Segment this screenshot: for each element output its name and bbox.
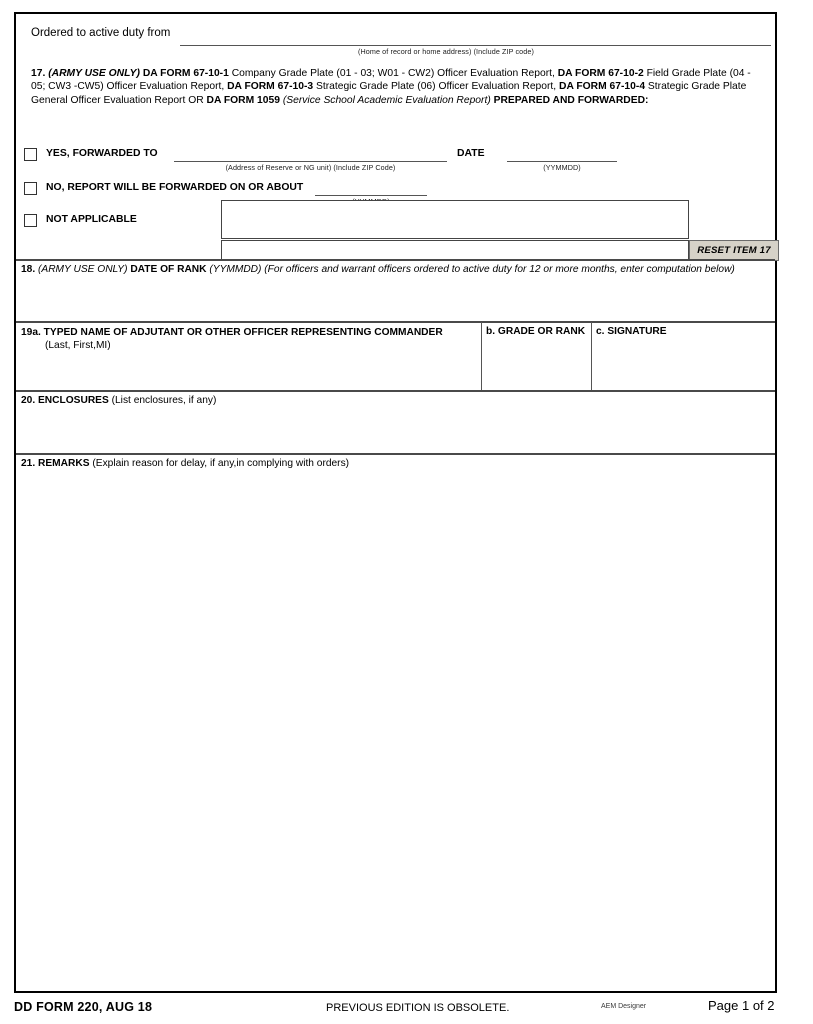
item-19b-header: [486, 326, 585, 337]
item-21-title: REMARKS: [38, 458, 90, 469]
footer-previous-edition: PREVIOUS EDITION IS OBSOLETE.: [326, 1002, 510, 1014]
item-17-segment-2: Company Grade Plate (01 - 03; W01 - CW2) Officer Evaluation Report,: [228, 68, 558, 79]
item-17-segment-11: PREPARED AND FORWARDED:: [490, 94, 649, 106]
item-18-header: [21, 264, 735, 275]
item-20-title: ENCLOSURES: [38, 395, 109, 406]
item-19a-title: TYPED NAME OF ADJUTANT OR OTHER OFFICER REPRESENTING COMMANDER: [43, 327, 443, 338]
divider-item-19: [16, 321, 775, 323]
divider-item-20: [16, 390, 775, 392]
checkbox-not-applicable[interactable]: [24, 214, 37, 227]
footer-designer-credit: AEM Designer: [601, 1003, 647, 1010]
form-container: [14, 12, 777, 993]
label-yes-forwarded-to: YES, FORWARDED TO: [46, 148, 158, 159]
item-18-title: DATE OF RANK: [130, 264, 207, 275]
item-21-number: 21.: [21, 458, 36, 469]
item-18-input[interactable]: [21, 280, 771, 320]
item-19-divider-b: [481, 322, 482, 390]
item-17-segment-5: DA FORM 67-10-3: [227, 81, 314, 93]
label-no-report-forwarded: NO, REPORT WILL BE FORWARDED ON OR ABOUT: [46, 182, 304, 193]
item-17-textbox-lower[interactable]: [221, 240, 689, 261]
item-17-number: 17.: [31, 68, 46, 79]
item-17-instruction: [31, 67, 764, 107]
item-20-hint: (List enclosures, if any): [111, 395, 217, 406]
item-19c-header: [596, 326, 667, 337]
item-18-number: 18.: [21, 264, 36, 275]
item-17-segment-8: Strategic Grade Plate General Officer Evaluation Report OR: [31, 81, 747, 106]
ordered-to-active-duty-input[interactable]: [180, 45, 771, 46]
item-18-format-hint: (YYMMDD): [209, 264, 262, 275]
item-20-header: [21, 395, 216, 406]
item-21-input[interactable]: [21, 476, 771, 988]
item-19c-number: c.: [596, 326, 605, 337]
item-17-segment-9: DA FORM 1059: [206, 94, 280, 106]
item-19a-input[interactable]: [21, 358, 476, 388]
ordered-to-active-duty-label: Ordered to active duty from: [31, 27, 171, 39]
item-17-segment-6: Strategic Grade Plate (06) Officer Evaluation Report,: [313, 81, 560, 93]
item-17-segment-4: Field Grade Plate (04 - 05; CW3 -CW5) Officer Evaluation Report,: [31, 68, 751, 93]
label-date-yes-forwarded: DATE: [457, 148, 485, 159]
caption-date-yes-forwarded: (YYMMDD): [543, 163, 581, 172]
ordered-to-active-duty-caption: (Home of record or home address) (Include ZIP code): [358, 47, 534, 56]
item-17-army-use-only: (ARMY USE ONLY): [48, 68, 140, 79]
form-footer: [0, 996, 813, 1024]
item-19a-number: 19a.: [21, 327, 41, 338]
item-17-segment-1: DA FORM 67-10-1: [142, 68, 229, 79]
item-17-segment-7: DA FORM 67-10-4: [559, 81, 646, 93]
item-18-army-use-only: (ARMY USE ONLY): [38, 264, 128, 275]
item-17-segment-10: (Service School Academic Evaluation Report): [279, 94, 491, 106]
item-19c-title: SIGNATURE: [607, 326, 667, 337]
input-yes-forwarded-address[interactable]: [174, 161, 447, 162]
label-not-applicable: NOT APPLICABLE: [46, 214, 137, 225]
item-19a-header: [21, 326, 476, 352]
item-21-hint: (Explain reason for delay, if any,in complying with orders): [92, 458, 350, 469]
item-19-divider-c: [591, 322, 592, 390]
ordered-to-active-duty-row: [16, 14, 775, 62]
item-20-input[interactable]: [21, 412, 771, 451]
divider-item-18: [16, 259, 775, 261]
item-19b-input[interactable]: [486, 344, 586, 388]
item-17-segment-3: DA FORM 67-10-2: [557, 68, 644, 79]
item-21-header: [21, 458, 349, 469]
item-19b-number: b.: [486, 326, 496, 337]
item-17-textbox-upper[interactable]: [221, 200, 689, 239]
input-date-no-report-forwarded[interactable]: [315, 195, 427, 196]
footer-form-id: DD FORM 220, AUG 18: [14, 1000, 153, 1014]
item-18-instruction: (For officers and warrant officers ordered to active duty for 12 or more months, enter computation below): [264, 264, 735, 275]
item-19b-title: GRADE OR RANK: [497, 326, 586, 337]
divider-item-21: [16, 453, 775, 455]
reset-item-17-button[interactable]: RESET ITEM 17: [689, 240, 779, 261]
item-19a-subtitle: (Last, First,MI): [45, 340, 111, 351]
item-19c-input[interactable]: [596, 344, 771, 388]
item-17-body: [31, 68, 751, 106]
checkbox-no-report-forwarded[interactable]: [24, 182, 37, 195]
item-20-number: 20.: [21, 395, 36, 406]
input-date-yes-forwarded[interactable]: [507, 161, 617, 162]
footer-page-number: Page 1 of 2: [708, 998, 775, 1013]
checkbox-yes-forwarded-to[interactable]: [24, 148, 37, 161]
caption-yes-forwarded-address: (Address of Reserve or NG unit) (Include ZIP Code): [225, 163, 396, 172]
